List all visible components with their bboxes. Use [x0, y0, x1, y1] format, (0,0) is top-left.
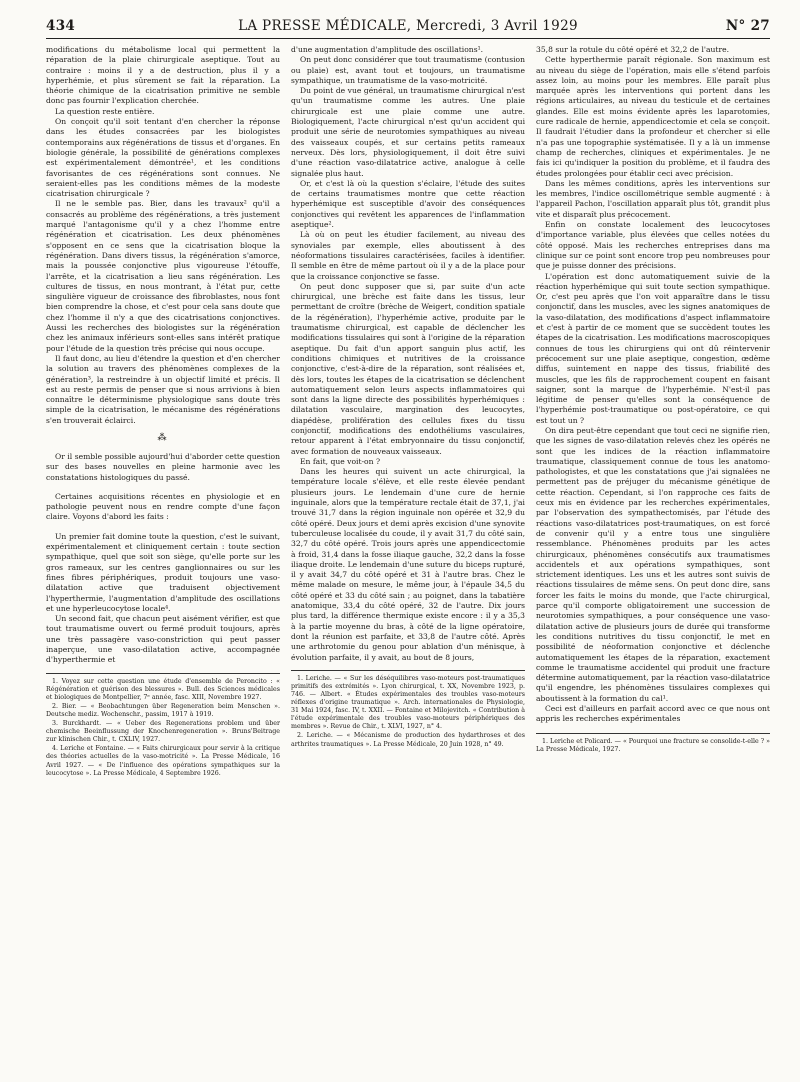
page-header	[46, 18, 770, 39]
paragraph: Là où on peut les étudier facilement, au niveau des synoviales par exemple, elles aboutissent à des néoformations tissulaires caractérisées, faciles à identifier. Il semble en être de même partout où il y a de la place pour que la croissance conjonctive se fasse.	[291, 230, 525, 281]
column-1-text	[46, 45, 280, 666]
paragraph: Or il semble possible aujourd'hui d'aborder cette question sur des bases nouvelles en pleine harmonie avec les constatations histologiques du passé.	[46, 451, 280, 482]
article-columns	[46, 45, 770, 779]
section-separator: ⁂	[157, 432, 169, 443]
journal-title: LA PRESSE MÉDICALE, Mercredi, 3 Avril 1929	[238, 18, 578, 34]
paragraph: Du point de vue général, un traumatisme chirurgical n'est qu'un traumatisme comme les autres. Une plaie chirurgicale est une plaie comme une autre. Biologiquement, l'acte chirurgical n'est qu'un accident qui produit une série de neurotomies sympathiques au niveau des vaisseaux coupés, et sur certains petits rameaux nerveux. Dès lors, physiologiquement, il doit être suivi d'une réaction vaso-dilatatrice active, analogue à celle signalée plus haut.	[291, 86, 525, 178]
paragraph: modifications du métabolisme local qui permettent la réparation de la plaie chirurgicale aseptique. Tout au contraire : moins il y a de destruction, plus il y a hyperhémie, et plus sûrement se fait la réparation. La théorie chimique de la cicatrisation primitive ne semble donc pas fournir l'explication cherchée.	[46, 45, 280, 106]
paragraph: Dans les mêmes conditions, après les interventions sur les membres, l'indice oscillométrique semble augmenté : à l'appareil Pachon, l'oscillation apparaît plus tôt, grandit plus vite et disparaît plus précocement.	[536, 178, 770, 219]
paragraph: En fait, que voit-on ?	[300, 456, 381, 466]
paragraph: Cette hyperthermie paraît régionale. Son maximum est au niveau du siège de l'opération, mais elle s'étend parfois assez loin, au moins pour les membres. Elle paraît plus marquée après les interventions qui portent dans les régions articulaires, au niveau du testicule et de certaines glandes. Elle est moins évidente après les laparotomies, cure radicale de hernie, appendicectomie et cela se conçoit. Il faudrait l'étudier dans la profondeur et chercher si elle n'a pas une topographie systématisée. Il y a là un immense champ de recherches, cliniques et expérimentales. Je ne fais ici qu'indiquer la position du problème, et il faudra des études prolongées pour établir ceci avec précision.	[536, 55, 770, 178]
paragraph: On peut donc considérer que tout traumatisme (contusion ou plaie) est, avant tout et toujours, un traumatisme sympathique, un traumatisme de la vaso-motricité.	[291, 55, 525, 85]
paragraph: La question reste entière.	[55, 106, 155, 116]
column-2-text	[291, 45, 525, 663]
footnote: 1. Leriche et Policard. — « Pourquoi une fracture se consolide-t-elle ? » La Presse Médicale, 1927.	[536, 737, 770, 753]
footnote: 4. Leriche et Fontaine. — « Faits chirurgicaux pour servir à la critique des théories actuelles de la vaso-motricité ». La Presse Médicale, 16 Avril 1927. — « De l'influence des opérations sympathiques sur la leucocytose ». La Presse Médicale, 4 Septembre 1926.	[46, 745, 280, 777]
column-3-text	[536, 45, 770, 725]
footnotes	[291, 670, 525, 750]
paragraph: Enfin on constate localement des leucocytoses d'importance variable, plus élevées que celles notées du côté opposé. Mais les recherches entreprises dans ma clinique sur ce point sont encore trop peu nombreuses pour que je puisse donner des précisions.	[536, 220, 770, 271]
issue-number: N° 27	[725, 18, 770, 34]
column-3	[536, 45, 770, 779]
footnotes	[536, 733, 770, 755]
paragraph: Or, et c'est là où la question s'éclaire, l'étude des suites de certains traumatismes montre que cette réaction hyperhémique est susceptible d'avoir des conséquences conjonctives qui revêtent les apparences de l'inflammation aseptique².	[291, 178, 525, 230]
paragraph: Il faut donc, au lieu d'étendre la question et d'en chercher la solution au travers des phénomènes complexes de la génération³, la restreindre à un objectif limité et précis. Il est au reste permis de penser que si nous arrivions à bien connaître le déterminisme physiologique sans doute très simple de la cicatrisation, le mécanisme des régénérations s'en trouverait éclairci.	[46, 353, 280, 425]
paragraph: Dans les heures qui suivent un acte chirurgical, la température locale s'élève, et elle reste élevée pendant plusieurs jours. Le lendemain d'une cure de hernie inguinale, alors que la température rectale était de 37,1, j'ai trouvé 31,7 dans la région inguinale non opérée et 32,9 du côté opéré. Deux jours et demi après excision d'une synovite tuberculeuse localisée du coude, il y avait 31,7 du côté sain, 32,7 du côté opéré. Trois jours après une appendicectomie à froid, 31,4 dans la fosse iliaque gauche, 32,2 dans la fosse iliaque droite. Le lendemain d'une suture du biceps rupturé, il y avait 34,7 du côté opéré et 31 à l'autre bras. Chez le même malade on mesure, le même jour, à l'épaule 34,5 du côté opéré et 33 du côté sain ; au poignet, dans la tabatière anatomique, 33,4 du côté opéré, 32 de l'autre. Dix jours plus tard, la différence thermique existe encore : il y a 35,3 à la partie moyenne du bras, à côté de la ligne opératoire, dont la réunion est parfaite, et 33,8 de l'autre côté. Après une arthrotomie du genou pour ablation d'un ménisque, à évolution parfaite, il y avait, au bout de 8 jours,	[291, 467, 525, 662]
paragraph: On conçoit qu'il soit tentant d'en chercher la réponse dans les études consacrées par les biologistes contemporains aux régénérations de tissus et d'organes. En biologie générale, la possibilité de générations complexes est expérimentalement démontrée¹, et les conditions favorisantes de ces régénérations sont connues. Ne seraient-elles pas les conditions mêmes de la modeste cicatrisation chirurgicale ?	[46, 117, 280, 199]
footnote: 1. Leriche. — « Sur les déséquilibres vaso-moteurs post-traumatiques primitifs des extrémités ». Lyon chirurgical, t. XX, Novembre 1923, p. 746. — Albert. « Études expérimentales des troubles vaso-moteurs réflexes d'origine traumatique ». Arch. internationales de Physiologie, 31 Mai 1924, fasc. IV, t. XXII. — Fontaine et Milojevitch. « Contribution à l'étude expérimentale des troubles vaso-moteurs périphériques des membres ». Revue de Chir., t. XLVI, 1927, n° 4.	[291, 674, 525, 731]
paragraph: 35,8 sur la rotule du côté opéré et 32,2 de l'autre.	[536, 45, 729, 54]
column-2	[291, 45, 525, 779]
paragraph: On peut donc supposer que si, par suite d'un acte chirurgical, une brèche est faite dans les tissus, leur permettant de croître (brèche de Weigert, condition spatiale de la régénération), l'hyperhémie active, produite par le traumatisme chirurgical, est capable de déclencher les modifications tissulaires qui sont à l'origine de la réparation aseptique. Du fait d'un apport sanguin plus actif, les conditions chimiques et nutritives de la croissance conjonctive, c'est-à-dire de la réparation, sont réalisées et, dès lors, toutes les étapes de la cicatrisation se déclenchent automatiquement selon leurs aspects inflammatoires qui sont dans la ligne directe des possibilités hyperhémiques : dilatation vasculaire, margination des leucocytes, diapédèse, prolifération des cellules fixes du tissu conjonctif, modifications des endothéliums vasculaires, retour apparent à l'état embryonnaire du tissu conjonctif, avec formation de nouveaux vaisseaux.	[291, 281, 525, 456]
footnote: 2. Leriche. — « Mécanisme de production des hydarthroses et des arthrites traumatiques ». La Presse Médicale, 20 Juin 1928, n° 49.	[291, 732, 525, 748]
footnote: 2. Bier. — « Beobachtungen über Regeneration beim Menschen ». Deutsche mediz. Wochenschr., passim, 1917 à 1919.	[46, 702, 280, 718]
paragraph: Certaines acquisitions récentes en physiologie et en pathologie peuvent nous en rendre compte d'une façon claire. Voyons d'abord les faits :	[46, 491, 280, 522]
paragraph: L'opération est donc automatiquement suivie de la réaction hyperhémique qui suit toute section sympathique. Or, c'est peu après que l'on voit apparaître dans le tissu conjonctif, dans les muscles, avec les signes anatomiques de la vaso-dilatation, des modifications d'aspect inflammatoire et c'est à partir de ce moment que se succèdent toutes les étapes de la cicatrisation. Les modifications macroscopiques connues de tous les chirurgiens qui ont dû réintervenir précocement sur une plaie aseptique, congestion, œdème diffus, suintement en nappe des tissus, friabilité des muscles, que les fils de rapprochement coupent en faisant saigner, sont la marque de l'hyperhémie. N'est-il pas légitime de penser qu'elles sont la conséquence de l'hyperhémie post-traumatique ou post-opératoire, ce qui est tout un ?	[536, 271, 770, 425]
paragraph: Il ne le semble pas. Bier, dans les travaux² qu'il a consacrés au problème des régénérations, a très justement marqué l'antagonisme qu'il y a chez l'homme entre régénération et cicatrisation. Les deux phénomènes s'opposent en ce sens que la cicatrisation bloque la régénération. Dans divers tissus, la régénération s'amorce, mais la poussée conjonctive plus vigoureuse l'étouffe, l'arrête, et la cicatrisation a lieu sans régénération. Les cultures de tissus, en nous montrant, à l'état pur, cette singulière vigueur de croissance des fibroblastes, nous font bien comprendre la chose, et c'est pour cela sans doute que chez l'homme il n'y a que des cicatrisations conjonctives. Aussi les recherches des biologistes sur la régénération chez les animaux inférieurs sont-elles sans intérêt pratique pour l'étude de la question très précise qui nous occupe.	[46, 199, 280, 353]
footnote: 1. Voyez sur cette question une étude d'ensemble de Peroncito : « Régénération et guérison des blessures ». Bull. des Sciences médicales et biologiques de Montpellier, 7ᵉ année, fasc. XIII, Novembre 1927.	[46, 677, 280, 701]
footnotes	[46, 673, 280, 779]
paragraph: Un second fait, que chacun peut aisément vérifier, est que tout traumatisme ouvert ou fermé produit toujours, après une très passagère vaso-constriction qui peut passer inaperçue, une vaso-dilatation active, accompagnée d'hyperthermie et	[46, 614, 280, 665]
paragraph: Ceci est d'ailleurs en parfait accord avec ce que nous ont appris les recherches expérimentales	[536, 704, 770, 724]
footnote: 3. Burckhardt. — « Ueber des Regenerations problem und über chemische Beeinflussung der Knochenregeneration ». Bruns'Beitrage zur klinischen Chir., t. CXLIV, 1927.	[46, 720, 280, 744]
page-number: 434	[46, 18, 76, 34]
column-1	[46, 45, 280, 779]
paragraph: Un premier fait domine toute la question, c'est le suivant, expérimentalement et cliniquement certain : toute section sympathique, quel que soit son siège, qu'elle porte sur les gros rameaux, sur les centres ganglionnaires ou sur les fines fibres périphériques, produit toujours une vaso-dilatation active que traduisent objectivement l'hyperthermie, l'augmentation d'amplitude des oscillations et une hyperleucocytose locale⁴.	[46, 531, 280, 613]
paragraph: On dira peut-être cependant que tout ceci ne signifie rien, que les signes de vaso-dilatation relevés chez les opérés ne sont que les indices de la réaction inflammatoire traumatique, classiquement connue de tous les anatomo-pathologistes, et que les constatations que j'ai signalées ne permettent pas de préjuger du mécanisme génétique de cette réaction. Cependant, si l'on rapproche ces faits de ceux mis en évidence par les recherches expérimentales, par l'observation des sympathectomisés, par l'étude des réactions vaso-dilatatrices post-traumatiques, on est forcé de convenir qu'il y a entre tous une singulière ressemblance. Phénomènes produits par les actes chirurgicaux, phénomènes consécutifs aux traumatismes accidentels et aux opérations sympathiques, sont strictement identiques. Les uns et les autres sont suivis de réactions tissulaires de même sens. On peut donc dire, sans forcer les faits le moins du monde, que l'acte chirurgical, parce qu'il comporte obligatoirement une succession de neurotomies sympathiques, a pour conséquence une vaso-dilatation active de plusieurs jours de durée qui transforme les conditions nutritives du tissu conjonctif, le met en possibilité de néoformation conjonctive et déclenche automatiquement les étapes de la réparation, exactement comme le traumatisme accidentel qui produit une fracture détermine automatiquement, par la réaction vaso-dilatatrice qu'il engendre, les phénomènes tissulaires complexes qui aboutissent à la formation du cal¹.	[536, 425, 770, 703]
paragraph: d'une augmentation d'amplitude des oscillations¹.	[291, 45, 484, 54]
